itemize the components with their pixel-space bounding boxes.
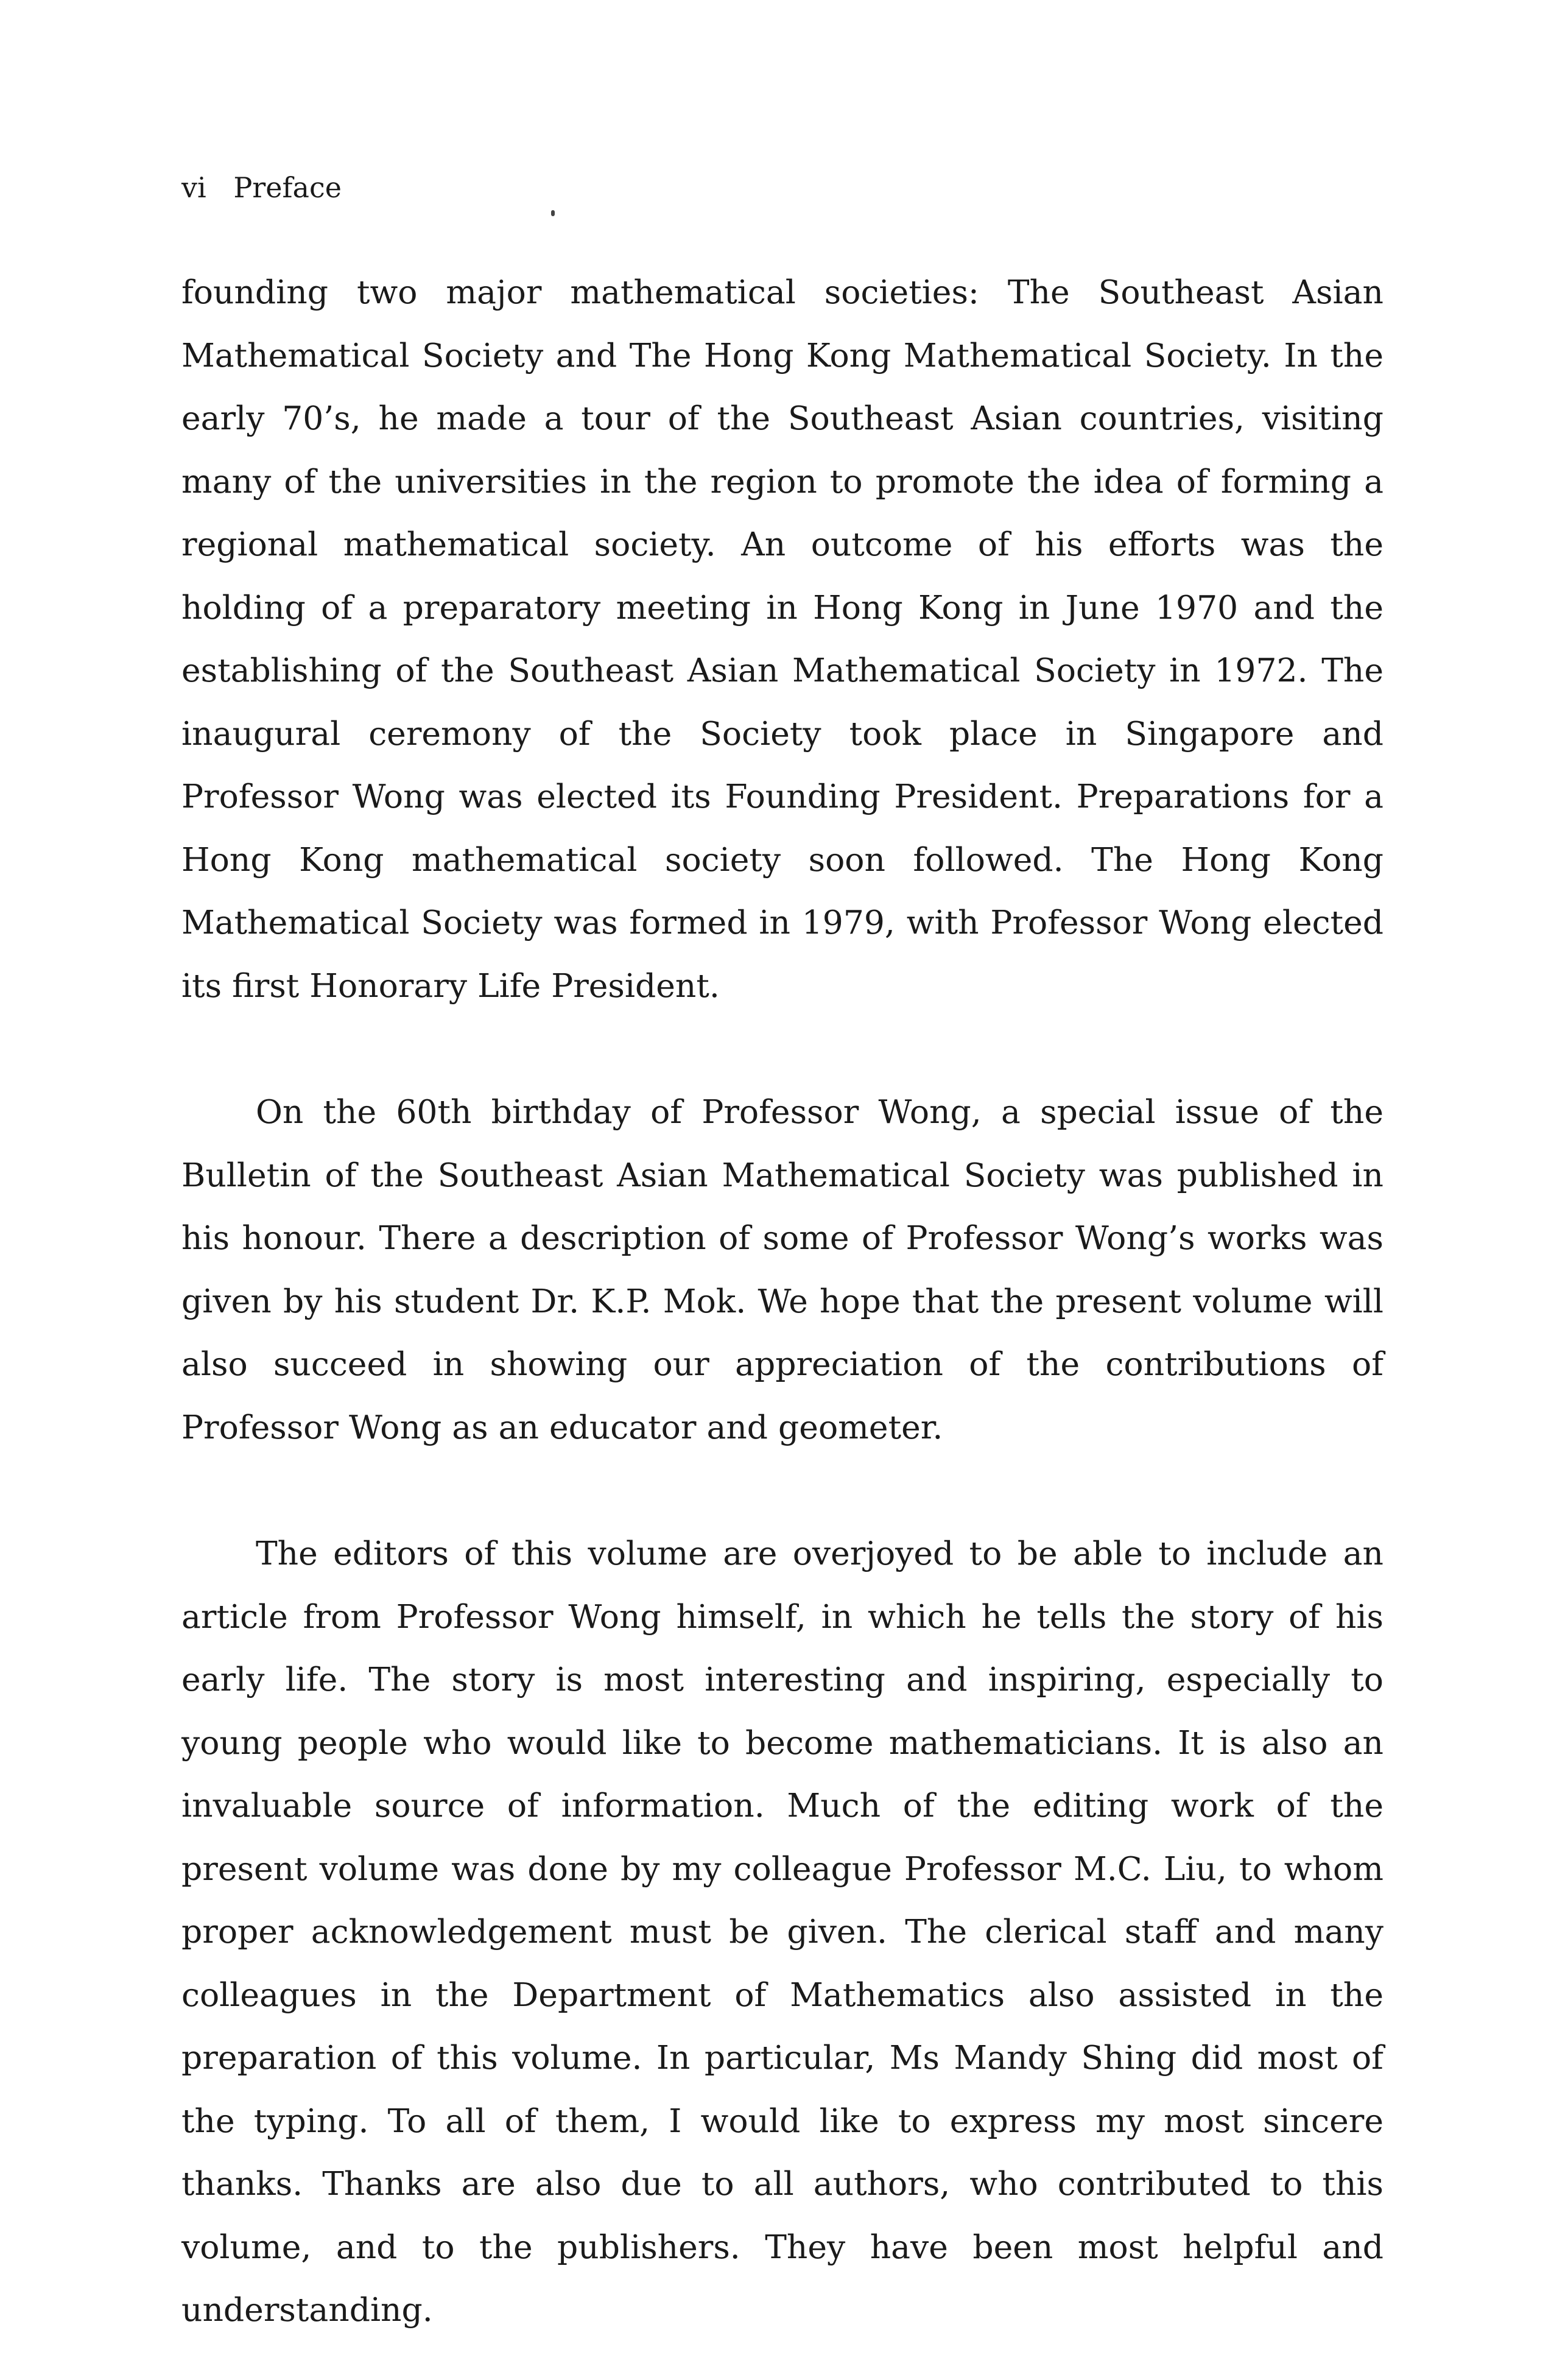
- body-text: [181, 261, 1383, 2342]
- paragraph-founding-societies: founding two major mathematical societies: The Southeast Asian Mathematical Society and The Hong Kong Mathematical Society. In the early 70’s, he made a tour of the Southeast Asian countries, visiting many of the universities in the region to promote the idea of forming a regional mathematical society. An outcome of his efforts was the holding of a preparatory meeting in Hong Kong in June 1970 and the establishing of the Southeast Asian Mathematical Society in 1972. The inaugural ceremony of the Society took place in Singapore and Professor Wong was elected its Founding President. Preparations for a Hong Kong mathematical society soon followed. The Hong Kong Mathematical Society was formed in 1979, with Professor Wong elected its first Honorary Life President.: [181, 273, 1383, 1005]
- paragraph-editors-thanks: The editors of this volume are overjoyed to be able to include an article from Professor Wong himself, in which he tells the story of his early life. The story is most interesting and inspiring, especially to young people who would like to become mathematicians. It is also an invaluable source of information. Much of the editing work of the present volume was done by my colleague Professor M.C. Liu, to whom proper acknowledgement must be given. The clerical staff and many colleagues in the Department of Mathematics also assisted in the preparation of this volume. In particular, Ms Mandy Shing did most of the typing. To all of them, I would like to express my most sincere thanks. Thanks are also due to all authors, who contributed to this volume, and to the publishers. They have been most helpful and understanding.: [181, 1534, 1383, 2329]
- section-title: Preface: [233, 171, 342, 204]
- print-speck: [551, 210, 555, 216]
- running-head: [181, 169, 342, 206]
- page-number: vi: [181, 171, 206, 204]
- paragraph-60th-birthday: On the 60th birthday of Professor Wong, a special issue of the Bulletin of the Southeast Asian Mathematical Society was published in his honour. There a description of some of Professor Wong’s works was given by his student Dr. K.P. Mok. We hope that the present volume will also succeed in showing our appreciation of the contributions of Professor Wong as an educator and geometer.: [181, 1093, 1383, 1446]
